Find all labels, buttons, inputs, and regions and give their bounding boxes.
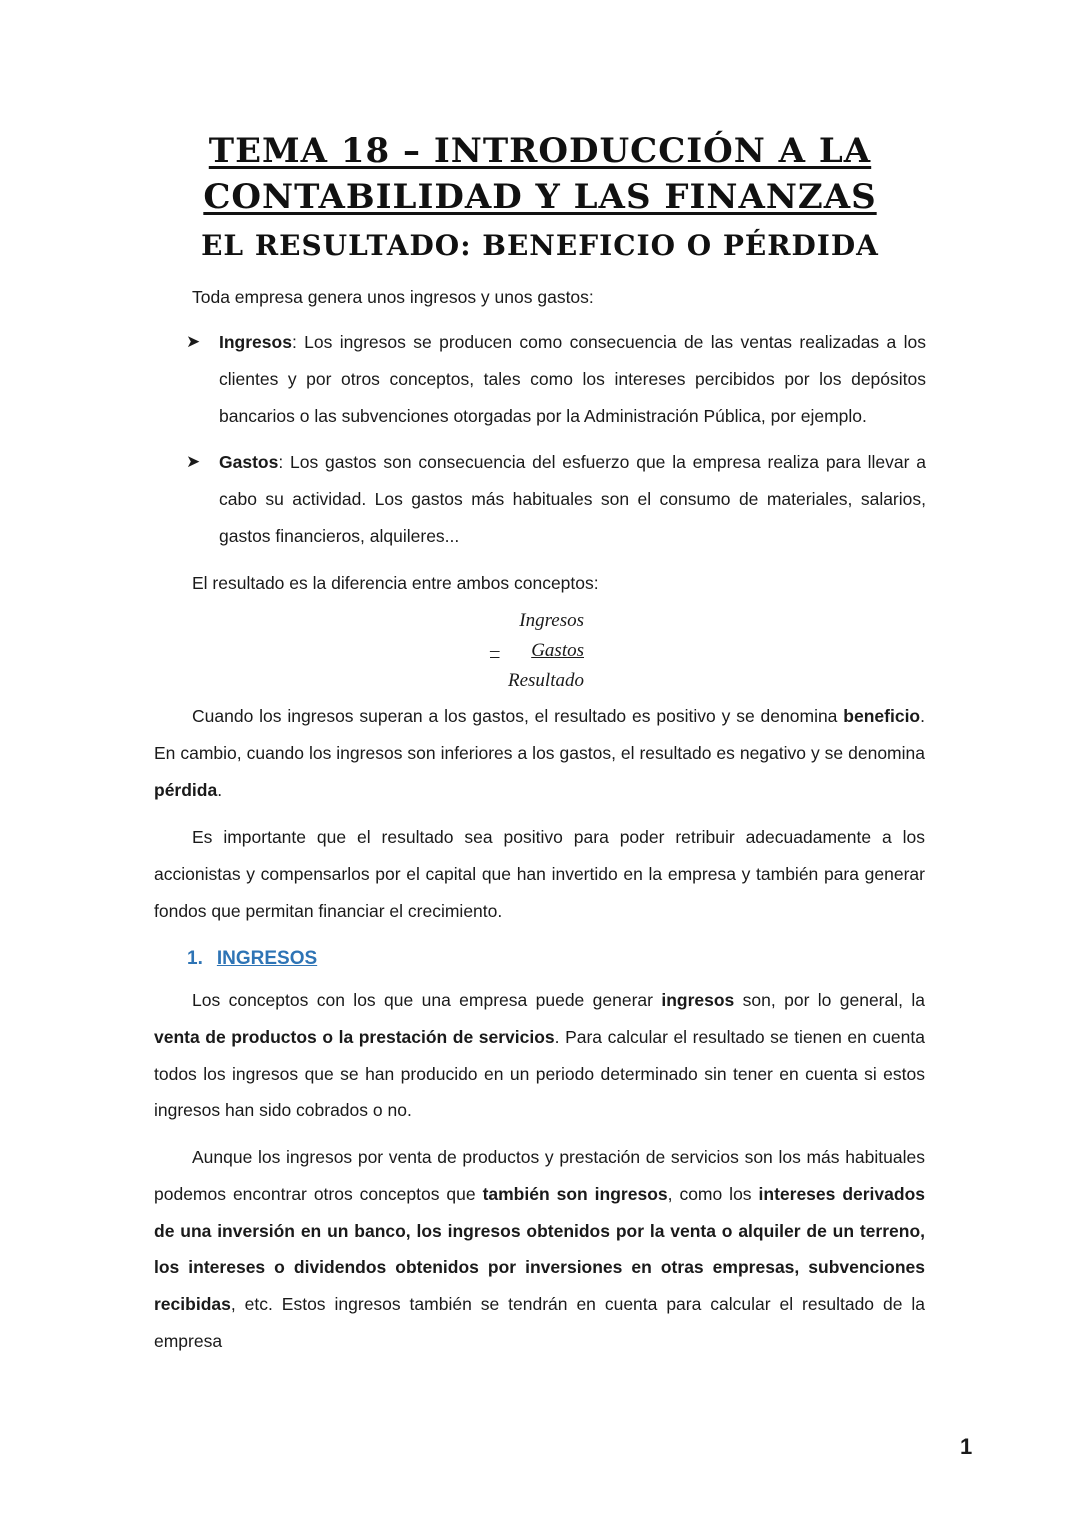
section-number: 1. <box>187 948 203 969</box>
term-beneficio: beneficio <box>843 706 921 726</box>
arrow-bullet-icon: ➤ <box>186 452 201 471</box>
formula-ingresos: Ingresos <box>519 610 584 631</box>
formula-gastos: Gastos <box>531 640 584 661</box>
title-block <box>0 128 1080 266</box>
page-subtitle: EL RESULTADO: BENEFICIO O PÉRDIDA <box>201 229 879 262</box>
bullet-ingresos <box>186 324 926 434</box>
bullet-body: : Los ingresos se producen como consecuencia de las ventas realizadas a los clientes y por otros conceptos, tales como los intereses percibidos por los depósitos bancarios o las subvenciones otorgadas por la Administración Pública, por ejemplo. <box>219 332 926 426</box>
formula-minus: – <box>490 640 500 661</box>
paragraph-other-income: Aunque los ingresos por venta de productos y prestación de servicios son los más habituales podemos encontrar otros conceptos que también son ingresos, como los intereses derivados de una inversión en un banco, los ingresos obtenidos por la venta o alquiler de un terreno, los intereses o dividendos obtenidos por inversiones en otras empresas, subvenciones recibidas, etc. Estos ingresos también se tendrán en cuenta para calcular el resultado de la empresa <box>154 1147 925 1351</box>
paragraph-income-concepts: Los conceptos con los que una empresa puede generar ingresos son, por lo general, la venta de productos o la prestación de servicios. Para calcular el resultado se tienen en cuenta todos los ingresos que se han producido en un periodo determinado sin tener en cuenta si estos ingresos han sido cobrados o no. <box>154 990 925 1121</box>
section-label: INGRESOS <box>216 948 318 969</box>
difference-intro: El resultado es la diferencia entre ambos conceptos: <box>192 573 599 593</box>
bullet-text <box>219 444 926 554</box>
page-title-line-2: CONTABILIDAD Y LAS FINANZAS <box>203 177 877 217</box>
term-perdida: pérdida <box>154 779 218 800</box>
bullet-body: : Los gastos son consecuencia del esfuerzo que la empresa realiza para llevar a cabo su actividad. Los gastos más habituales son el consumo de materiales, salarios, gastos financieros, alquileres... <box>219 452 926 546</box>
paragraph-beneficio-perdida: Cuando los ingresos superan a los gastos, el resultado es positivo y se denomina beneficio. En cambio, cuando los ingresos son inferiores a los gastos, el resultado es negativo y se denomina pérdida. <box>154 706 925 800</box>
intro-text: Toda empresa genera unos ingresos y unos gastos: <box>192 287 594 307</box>
page-title-line-1: TEMA 18 – INTRODUCCIÓN A LA <box>208 131 872 171</box>
formula-resultado: Resultado <box>508 670 584 691</box>
formula-gastos-row <box>480 636 600 666</box>
bullet-text <box>219 324 926 434</box>
arrow-bullet-icon: ➤ <box>186 332 201 351</box>
result-formula <box>480 606 600 696</box>
paragraph-importance: Es importante que el resultado sea positivo para poder retribuir adecuadamente a los accionistas y compensarlos por el capital que han invertido en la empresa y también para generar fondos que permitan financiar el crecimiento. <box>154 827 925 921</box>
bullet-gastos <box>186 444 926 554</box>
page-number: 1 <box>960 1434 973 1459</box>
section-heading-ingresos <box>187 948 317 970</box>
bullet-label: Gastos <box>219 452 279 472</box>
bullet-label: Ingresos <box>219 332 292 352</box>
